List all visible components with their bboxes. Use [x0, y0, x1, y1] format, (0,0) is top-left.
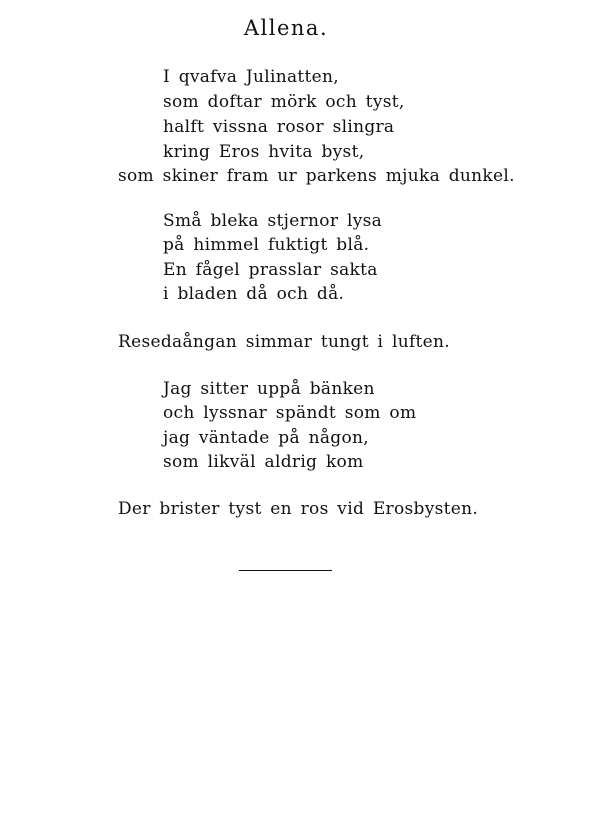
poem-line: halft vissna rosor slingra	[163, 117, 395, 137]
poem-line: på himmel fuktigt blå.	[163, 235, 370, 255]
poem-line: i bladen då och då.	[163, 284, 345, 304]
poem-line: kring Eros hvita byst,	[163, 142, 365, 162]
poem-line: Jag sitter uppå bänken	[163, 379, 375, 399]
poem-line: En fågel prasslar sakta	[163, 260, 378, 280]
poem-title: Allena.	[243, 16, 329, 40]
poem-line: och lyssnar spändt som om	[163, 403, 417, 423]
poem-line: Resedaångan simmar tungt i luften.	[118, 332, 450, 352]
poem-line: Der brister tyst en ros vid Erosbysten.	[118, 499, 479, 519]
poem-line: jag väntade på någon,	[163, 428, 369, 448]
poem-line: Små bleka stjernor lysa	[163, 211, 383, 231]
poem-line: som skiner fram ur parkens mjuka dunkel.	[118, 166, 515, 186]
poem-line: som doftar mörk och tyst,	[163, 92, 405, 112]
poem-line: I qvafva Julinatten,	[163, 67, 339, 87]
end-rule-divider	[239, 570, 332, 571]
poem-line: som likväl aldrig kom	[163, 452, 364, 472]
